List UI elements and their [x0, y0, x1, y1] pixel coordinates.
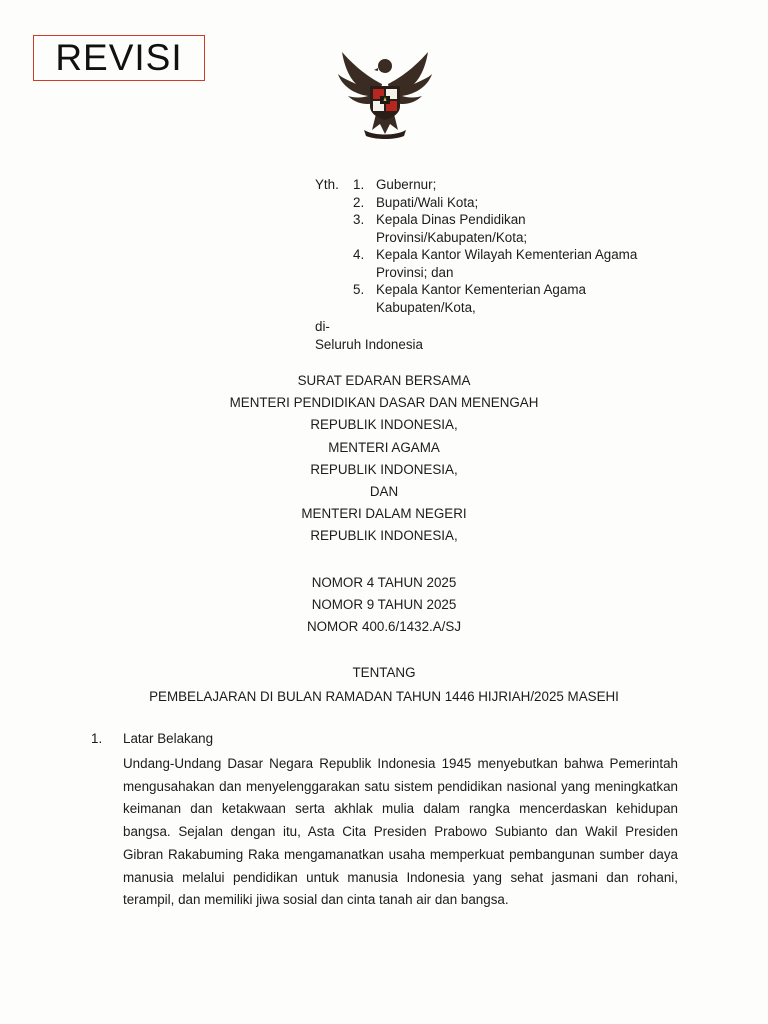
recipient-text: Kabupaten/Kota, — [376, 299, 476, 315]
recipient-number: 1. — [353, 177, 365, 192]
title-line: SURAT EDARAN BERSAMA — [297, 373, 471, 388]
section-heading: Latar Belakang — [123, 731, 214, 746]
title-line: REPUBLIK INDONESIA, — [310, 461, 458, 477]
title-line: REPUBLIK INDONESIA, — [310, 528, 458, 544]
recipient-number: 5. — [353, 282, 365, 297]
recipient-text: Provinsi; dan — [376, 264, 454, 280]
title-line: MENTERI PENDIDIKAN DASAR DAN MENENGAH — [229, 395, 539, 411]
title-line: MENTERI DALAM NEGERI — [301, 506, 467, 522]
recipient-text: Kepala Kantor Kementerian Agama — [376, 282, 586, 297]
document-number-block — [0, 572, 768, 638]
recipient-number: 4. — [353, 247, 365, 262]
recipient-text: Kepala Dinas Pendidikan — [376, 212, 526, 227]
yth-label: Yth. — [315, 177, 339, 192]
location-label: Seluruh Indonesia — [315, 336, 423, 352]
revision-stamp: REVISI — [33, 35, 205, 81]
di-label: di- — [315, 319, 330, 334]
nomor-line: NOMOR 4 TAHUN 2025 — [311, 575, 457, 590]
garuda-emblem-icon — [334, 44, 436, 140]
nomor-line: NOMOR 9 TAHUN 2025 — [311, 597, 457, 612]
recipient-text: Gubernur; — [376, 177, 437, 192]
subject-heading: PEMBELAJARAN DI BULAN RAMADAN TAHUN 1446 HIJRIAH/2025 MASEHI — [149, 689, 619, 704]
title-line: MENTERI AGAMA — [328, 439, 440, 455]
recipient-text: Bupati/Wali Kota; — [376, 194, 479, 210]
section-paragraph: Undang-Undang Dasar Negara Republik Indonesia 1945 menyebutkan bahwa Pemerintah mengusahakan dan menyelenggarakan satu sistem pendidikan nasional yang meningkatkan keimanan dan ketakwaan serta akhlak mulia dalam rangka mencerdaskan kehidupan bangsa. Sejalan dengan itu, Asta Cita Presiden Prabowo Subianto dan Wakil Presiden Gibran Rakabuming Raka mengamanatkan usaha memperkuat pembangunan sumber daya manusia melalui pendidikan untuk manusia Indonesia yang sehat jasmani dan rohani, terampil, dan memiliki jiwa sosial dan cinta tanah air dan bangsa. — [123, 756, 678, 908]
title-line: REPUBLIK INDONESIA, — [310, 417, 458, 433]
nomor-line: NOMOR 400.6/1432.A/SJ — [306, 619, 462, 634]
tentang-heading: TENTANG — [352, 665, 416, 680]
recipient-number: 3. — [353, 212, 365, 227]
recipient-text: Provinsi/Kabupaten/Kota; — [376, 229, 528, 245]
recipient-number: 2. — [353, 194, 365, 210]
section-number: 1. — [91, 731, 103, 746]
document-title-block — [0, 370, 768, 548]
title-line: DAN — [369, 484, 399, 500]
recipient-text: Kepala Kantor Wilayah Kementerian Agama — [376, 247, 638, 262]
